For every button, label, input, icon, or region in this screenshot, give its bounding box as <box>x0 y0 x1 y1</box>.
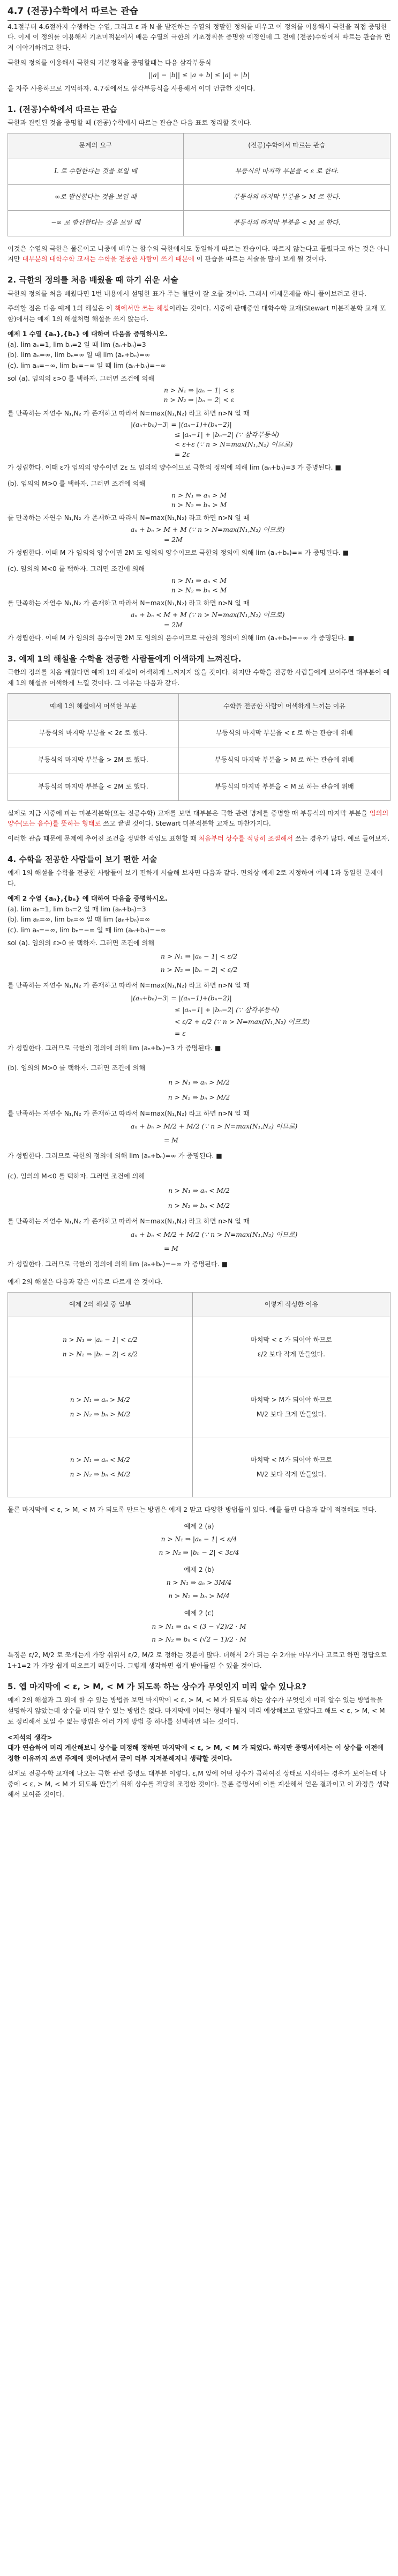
math-block <box>7 1075 391 1105</box>
solution-text: 를 만족하는 자연수 N₁,N₂ 가 존재하고 따라서 N=max(N₁,N₂) 라고 하면 n>N 일 때 <box>7 1218 250 1226</box>
section-heading-1: 1. (전공)수학에서 따르는 관습 <box>7 104 117 114</box>
math-block <box>7 385 391 405</box>
math-line: = M <box>164 1137 178 1145</box>
cell-line: ε/2 보다 작게 만들었다. <box>257 1350 325 1358</box>
cell-line: 마치막 < ε 가 되어야 하므로 <box>251 1336 332 1344</box>
solution-a <box>7 374 391 473</box>
math-line: aₙ + bₙ > M/2 + M/2 (∵ n > N=max(N₁,N₂) 이므로) <box>131 1123 298 1131</box>
math-line: = 2M <box>164 536 183 544</box>
math-block <box>7 610 391 630</box>
intro-paragraph-2: 극한의 정의를 이용해서 극한의 기본정칙을 증명할때는 다음 삼각부등식 <box>7 58 212 66</box>
note-paragraph-2: 실제로 전공수학 교재에 나오는 극한 관련 증명도 대부분 이렇다. ε,M 앞에 어떤 상수가 곱하여진 상태로 시작하는 경우가 보이는데 나중에 < ε, > M, < M 가 되도록 만들기 위해 상수를 적당히 조정한 것이다. 물론 증명서에 이를 계산해서 얻은 결과이고 이 과정을 생략해서 보여준 것이다. <box>7 1769 389 1799</box>
section-heading-2: 2. 극한의 정의를 처음 배웠을 때 하기 쉬운 서술 <box>7 275 178 285</box>
intro-paragraph: 4.1절부터 4.6절까지 수행하는 수열, 그리고 ε 과 N 을 발견하는 수열의 정말한 정의를 배우고 이 정의를 이용해서 극한을 직접 증명한다. 이제 이 정의를 이용해서 기초미적분에서 배운 수열의 극한의 기초정칙을 증명할 예정인데 그 전에 (전공)수학에서 따르는 관습을 먼저 이야기하려고 한다. <box>7 23 391 52</box>
solution-b <box>7 479 391 559</box>
note-paragraph: 대가 연습하여 미리 계산해보니 상수를 미정해 정하면 마지막에 < ε, > M, < M 가 되었다. 하지만 증명서에서는 이 상수를 이전에 정한 이유까지 쓰면 주제에 벗어나면서 굳이 더부 지저분해지니 생략할 것이다. <box>7 1744 384 1763</box>
math-line: n > N₂ ⇒ |bₙ − 2| < 3ε/4 <box>159 1548 239 1556</box>
section4-closing: 특징은 ε/2, M/2 로 쪼개는게 가장 쉬워서 ε/2, M/2 로 정하는 것뿐이 많다. 더해서 2가 되는 수 2개를 아무거나 고르고 하면 정답으로 1+1=2 가 가장 쉽게 떠오르기 때문이다. 그렇게 생각하면 쉽게 받아들일 수 있을 것이다. <box>7 1651 387 1670</box>
example-2 <box>7 894 391 1270</box>
math-line: ≤ |aₙ−1| + |bₙ−2| (∵ 삼각부등식) <box>175 430 279 439</box>
page-title: 4.7 (전공)수학에서 따르는 관습 <box>7 4 391 21</box>
solution-text: 를 만족하는 자연수 N₁,N₂ 가 존재하고 따라서 N=max(N₁,N₂) 라고 하면 n>N 일 때 <box>7 599 250 607</box>
math-block <box>7 525 391 545</box>
math-line: < ε+ε (∵ n > N=max(N₁,N₂) 이므로) <box>175 441 293 449</box>
reason-table <box>7 1292 391 1497</box>
highlight-red: 임의의 양수(또는 음수)를 뜻하는 형태로 <box>7 809 389 828</box>
math-line: n > N₂ ⇒ bₙ > M <box>171 501 227 509</box>
table-cell <box>192 1377 390 1437</box>
solution-text: 가 성립한다. 이때 M 가 임의의 음수이면 2M 도 임의의 음수이므로 극한의 정의에 의해 lim (aₙ+bₙ)=−∞ 가 증명된다. ■ <box>7 634 355 642</box>
conventions-table <box>7 133 391 236</box>
solution-text: (c). 임의의 M<0 를 택하자. 그러면 조건에 의해 <box>7 1172 145 1180</box>
text-run: 이것은 수열의 극한은 물론이고 나중에 배우는 함수의 극한에서도 동일하게 따르는 관습이다. 따르지 않는다고 틀렸다고 하는 것은 아니지만 <box>7 244 390 263</box>
solution-text: (c). 임의의 M<0 를 택하자. 그러면 조건에 의해 <box>7 565 145 573</box>
cell-line: M/2 보다 작게 만들었다. <box>256 1470 326 1478</box>
text-run: 실제로 지금 시중에 파는 미분적분학(또는 전공수학) 교재를 보면 대부분은 극한 관련 명제를 증명할 때 부등식의 마지막 부분을 <box>7 809 367 817</box>
math-line: n > N₂ ⇒ |bₙ − 2| < ε/2 <box>62 1350 138 1358</box>
text-run: 이라는 것이다. 시중에 판매중인 대학수학 교재(Stewart 미분적분학 교재 포함)에서는 예제 1의 해설처럼 해설을 쓰지 않는다. <box>7 305 386 323</box>
table-cell: 부등식의 마지막 부분을 > M 로 한다. <box>184 184 391 210</box>
table-cell <box>8 1377 193 1437</box>
highlight-red: 처음부터 상수를 적당히 조절해서 <box>198 835 294 843</box>
solution-text: 가 성립한다. 이때 ε가 임의의 양수이면 2ε 도 임의의 양수이므로 극한의 정의에 의해 lim (aₙ+bₙ)=3 가 증명된다. ■ <box>7 464 341 472</box>
table-header: 수학을 전공한 사람이 어색하게 느끼는 이유 <box>178 693 390 720</box>
cell-line: 마치막 > M가 되어야 하므로 <box>251 1396 332 1404</box>
table-cell: 부등식의 마지막 부분을 < M 로 하는 관습에 위배 <box>178 774 390 800</box>
table-cell: 부등식의 마지막 부분을 < 2M 로 했다. <box>8 774 179 800</box>
math-block <box>7 1120 391 1148</box>
solution-text: 가 성립한다. 이때 M 가 임의의 양수이면 2M 도 임의의 양수이므로 극한의 정의에 의해 lim (aₙ+bₙ)=∞ 가 증명된다. ■ <box>7 549 349 557</box>
section-heading-4: 4. 수학을 전공한 사람들이 보기 편한 서술 <box>7 855 157 864</box>
table-cell: 부등식의 마지막 부분을 < M 로 한다. <box>184 210 391 236</box>
table-cell <box>8 1437 193 1497</box>
section4-p1: 예제 1의 해설을 수학을 전공한 사람들이 보기 편하게 서술해 보자면 다음과 같다. 편의상 예제 2로 지정하여 예제 1과 동일한 문제이다. <box>7 869 384 888</box>
math-line: n > N₁ ⇒ |aₙ − 1| < ε/2 <box>63 1336 138 1344</box>
section3-p2 <box>7 808 391 830</box>
solution-c <box>7 564 391 644</box>
alternative-examples <box>7 1520 391 1646</box>
section-heading-5: 5. 엡 마지막에 < ε, > M, < M 가 되도록 하는 상수가 무엇인지 미리 알수 있나요? <box>7 1682 306 1691</box>
math-line: n > N₂ ⇒ bₙ > M/2 <box>70 1410 131 1418</box>
section2-p2 <box>7 303 391 325</box>
solution-text: 를 만족하는 자연수 N₁,N₂ 가 존재하고 따라서 N=max(N₁,N₂) 라고 하면 n>N 일 때 <box>7 982 250 990</box>
solution-text: 가 성립한다. 그러므로 극한의 정의에 의해 lim (aₙ+bₙ)=−∞ 가 증명된다. ■ <box>7 1260 228 1268</box>
example-statement: 예제 1 수열 {aₙ},{bₙ} 에 대하여 다음을 증명하시오. <box>7 330 168 338</box>
math-line: n > N₁ ⇒ aₙ < M/2 <box>70 1456 130 1464</box>
section1-after <box>7 244 391 265</box>
example-item-a: (a). lim aₙ=1, lim bₙ=2 일 때 lim (aₙ+bₙ)=3 <box>7 340 146 348</box>
solution-text: sol (a). 임의의 ε>0 를 택하자. 그러면 조건에 의해 <box>7 939 155 947</box>
math-line: n > N₂ ⇒ bₙ > M/2 <box>168 1094 230 1102</box>
note-heading: <지석의 생각> <box>7 1733 52 1741</box>
math-line: = ε <box>175 1030 186 1038</box>
example-1 <box>7 329 391 644</box>
text-run: 쓰는 경우가 많다. 예로 들어보자. <box>295 835 390 843</box>
solution-text: 를 만족하는 자연수 N₁,N₂ 가 존재하고 따라서 N=max(N₁,N₂) 라고 하면 n>N 일 때 <box>7 514 250 522</box>
solution-text: 가 성립한다. 그러므로 극한의 정의에 의해 lim (aₙ+bₙ)=∞ 가 증명된다. ■ <box>7 1152 222 1160</box>
solution-text: (b). 임의의 M>0 를 택하자. 그러면 조건에 의해 <box>7 1064 146 1072</box>
table-header: 문제의 요구 <box>8 133 184 159</box>
text-run: 주의할 점은 다음 예제 1의 해설은 이 <box>7 305 112 313</box>
math-line: n > N₂ ⇒ bₙ < M/2 <box>70 1470 131 1478</box>
math-line: n > N₁ ⇒ aₙ < M/2 <box>168 1186 230 1194</box>
math-line: aₙ + bₙ < M/2 + M/2 (∵ n > N=max(N₁,N₂) 이므로) <box>131 1230 298 1238</box>
text-run: 쓰고 끝낼 것이다. Stewart 미분적분학 교재도 마찬가지다. <box>103 820 271 828</box>
table-cell: 부등식의 마지막 부분을 < ε 로 하는 관습에 위배 <box>178 720 390 747</box>
table-header: 예제 1의 해설에서 어색한 부분 <box>8 693 179 720</box>
math-line: n > N₁ ⇒ |aₙ − 1| < ε <box>163 386 235 394</box>
solution-text: 가 성립한다. 그러므로 극한의 정의에 의해 lim (aₙ+bₙ)=3 가 증명된다. ■ <box>7 1044 221 1052</box>
section1-lead: 극한과 관련된 것을 증명할 때 (전공)수학에서 따르는 관습은 다음 표로 정리할 것이다. <box>7 118 252 127</box>
math-line: |(aₙ+bₙ)−3| = |(aₙ−1)+(bₙ−2)| <box>131 994 232 1003</box>
cell-line: M/2 보다 크게 만들었다. <box>256 1410 326 1418</box>
table-cell <box>192 1317 390 1377</box>
cell-line: 마치막 < M가 되어야 하므로 <box>251 1456 332 1464</box>
math-line: aₙ + bₙ > M + M (∵ n > N=max(N₁,N₂) 이므로) <box>131 526 285 534</box>
section-heading-3: 3. 예제 1의 해설을 수학을 전공한 사람들에게 어색하게 느껴진다. <box>7 654 242 664</box>
section4-after: 물론 마지막에 < ε, > M, < M 가 되도록 만드는 방법은 예제 2 말고 다양한 방법들이 있다. 예를 들면 다음과 같이 적절해도 된다. <box>7 1506 377 1514</box>
awkward-table <box>7 693 391 801</box>
math-line: n > N₁ ⇒ |aₙ − 1| < ε/2 <box>160 952 238 960</box>
math-line: = 2M <box>164 621 183 629</box>
table-cell <box>8 1317 193 1377</box>
table-cell: 부등식의 마지막 부분을 > 2M 로 했다. <box>8 747 179 774</box>
math-line: n > N₂ ⇒ bₙ < (√2 − 1)/2 · M <box>152 1636 246 1644</box>
section5-p1: 예제 2의 해설과 그 외에 할 수 있는 방법을 보면 마지막에 < ε, > M, < M 가 되도록 하는 상수가 무엇인지 미리 알수 있는 방법들을 설명하지 않았는데 상수를 미리 알수 있는 방법은 없다. 마지막에 어떠는 형태가 될지 미리 예상해보고 말았다고 해도 < ε, > M, < M 로 정리해서 보일 수 없는 방법은 여러 가지 방법 중 하나를 선택하면 되는 것이다. <box>7 1696 385 1725</box>
section4-summary: 예제 2의 해설은 다음과 같은 이유로 다르게 쓴 것이다. <box>7 1278 163 1286</box>
example-statement: 예제 2 수열 {aₙ},{bₙ} 에 대하여 다음을 증명하시오. <box>7 894 168 902</box>
math-line: < ε/2 + ε/2 (∵ n > N=max(N₁,N₂) 이므로) <box>175 1018 310 1026</box>
math-block <box>7 950 391 978</box>
math-line: n > N₂ ⇒ |bₙ − 2| < ε <box>163 396 235 404</box>
alt-label: 예제 2 (c) <box>184 1609 214 1617</box>
triangle-inequality: ||a| − |b|| ≤ |a + b| ≤ |a| + |b| <box>148 70 250 79</box>
highlight-red: 대부분의 대학수학 교재는 수학을 전공한 사람이 쓰기 때문에 <box>22 255 194 263</box>
intro-paragraph-3: 을 자주 사용하므로 기억하자. 4.7절에서도 삼각부등식을 사용해서 이미 언급한 것이다. <box>7 84 256 92</box>
table-cell: 부등식의 마지막 부분을 < ε 로 한다. <box>184 159 391 184</box>
table-header: 이렇게 작성한 이유 <box>192 1293 390 1317</box>
math-line: n > N₂ ⇒ |bₙ − 2| < ε/2 <box>160 966 238 974</box>
math-line: n > N₂ ⇒ bₙ > M/4 <box>168 1592 230 1600</box>
math-line: aₙ + bₙ < M + M (∵ n > N=max(N₁,N₂) 이므로) <box>131 611 285 619</box>
table-header: 예제 2의 해설 중 일부 <box>8 1293 193 1317</box>
math-line: n > N₁ ⇒ |aₙ − 1| < ε/4 <box>161 1535 237 1543</box>
solution-text: 를 만족하는 자연수 N₁,N₂ 가 존재하고 따라서 N=max(N₁,N₂) 라고 하면 n>N 일 때 <box>7 409 250 417</box>
solution-text: sol (a). 임의의 ε>0 를 택하자. 그러면 조건에 의해 <box>7 374 155 382</box>
math-block <box>7 992 391 1040</box>
section3-p3 <box>7 834 391 844</box>
solution-text: (b). 임의의 M>0 를 택하자. 그러면 조건에 의해 <box>7 479 146 487</box>
math-block <box>7 576 391 596</box>
example-item-b: (b). lim aₙ=∞, lim bₙ=∞ 일 때 lim (aₙ+bₙ)=∞ <box>7 916 151 924</box>
table-cell: 부등식의 마지막 부분을 > M 로 하는 관습에 위배 <box>178 747 390 774</box>
math-line: n > N₁ ⇒ aₙ > M <box>171 491 227 499</box>
table-cell: L 로 수렴한다는 것을 보일 때 <box>8 159 184 184</box>
math-line: n > N₁ ⇒ aₙ < (3 − √2)/2 · M <box>152 1622 246 1630</box>
solution-a <box>7 938 391 1053</box>
solution-text: 를 만족하는 자연수 N₁,N₂ 가 존재하고 따라서 N=max(N₁,N₂) 라고 하면 n>N 일 때 <box>7 1109 250 1117</box>
math-line: ≤ |aₙ−1| + |bₙ−2| (∵ 삼각부등식) <box>175 1006 279 1014</box>
math-line: = M <box>164 1244 178 1252</box>
highlight-red: 책에서만 쓰는 해설 <box>114 305 169 313</box>
table-cell: ∞로 발산한다는 것을 보일 때 <box>8 184 184 210</box>
math-line: n > N₁ ⇒ aₙ > M/2 <box>70 1396 130 1404</box>
example-item-c: (c). lim aₙ=−∞, lim bₙ=−∞ 일 때 lim (aₙ+bₙ)=−∞ <box>7 926 166 934</box>
math-line: n > N₁ ⇒ aₙ > 3M/4 <box>166 1579 232 1587</box>
text-run: 이러한 관습 때문에 문제에 추어진 조건을 정말한 작업도 표현할 때 <box>7 835 197 843</box>
table-cell: 부등식의 마지막 부분을 < 2ε 로 했다. <box>8 720 179 747</box>
math-line: n > N₂ ⇒ bₙ < M/2 <box>168 1201 230 1209</box>
table-cell: −∞ 로 발산한다는 것을 보일 때 <box>8 210 184 236</box>
section3-p1: 극한의 정의를 처음 배웠다면 예제 1의 해설이 어색하게 느껴지지 않을 것이다. 하지만 수학을 전공한 사람들에게 보여주면 대부분이 예제 1의 해설을 어색하게 느낄 것이다. 그 이유는 다음과 같다. <box>7 669 390 687</box>
math-line: = 2ε <box>175 450 190 458</box>
math-block <box>7 420 391 459</box>
section2-p1: 극한의 정의를 처음 배웠다면 1번 내용에서 설명한 표가 주는 혈단이 잘 오를 것이다. 그래서 예제문제를 하나 풀어보려고 한다. <box>7 289 367 298</box>
math-line: |(aₙ+bₙ)−3| = |(aₙ−1)+(bₙ−2)| <box>131 421 232 429</box>
math-line: n > N₁ ⇒ aₙ < M <box>171 576 227 584</box>
solution-c <box>7 1171 391 1270</box>
text-run: 이 관습을 따르는 서술을 많이 보게 될 것이다. <box>196 255 327 263</box>
alt-label: 예제 2 (a) <box>184 1522 214 1530</box>
solution-b <box>7 1063 391 1161</box>
table-header: (전공)수학에서 따르는 관습 <box>184 133 391 159</box>
math-block <box>7 491 391 510</box>
alt-label: 예제 2 (b) <box>184 1566 214 1574</box>
math-line: n > N₂ ⇒ bₙ < M <box>171 587 227 595</box>
table-cell <box>192 1437 390 1497</box>
example-item-a: (a). lim aₙ=1, lim bₙ=2 일 때 lim (aₙ+bₙ)=3 <box>7 905 146 913</box>
example-item-c: (c). lim aₙ=−∞, lim bₙ=−∞ 일 때 lim (aₙ+bₙ)=−∞ <box>7 362 166 370</box>
math-line: n > N₁ ⇒ aₙ > M/2 <box>168 1079 230 1087</box>
math-block <box>7 1228 391 1256</box>
math-block <box>7 1183 391 1214</box>
example-item-b: (b). lim aₙ=∞, lim bₙ=∞ 일 때 lim (aₙ+bₙ)=∞ <box>7 351 151 359</box>
